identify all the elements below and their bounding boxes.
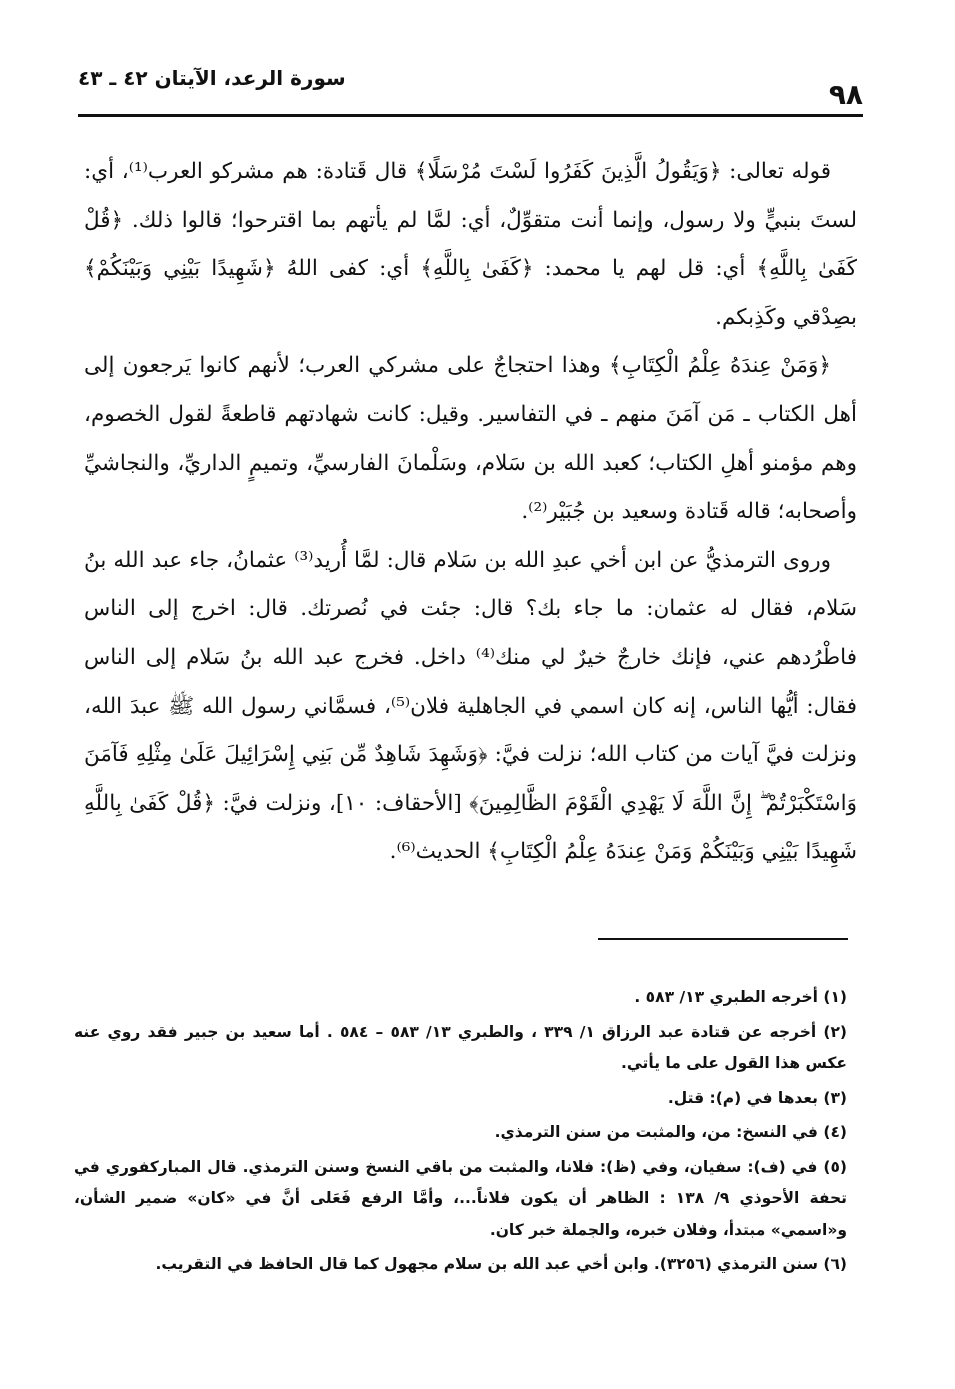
header-rule bbox=[78, 114, 863, 117]
paragraph-2: ﴿وَمَنْ عِندَهُ عِلْمُ الْكِتَابِ﴾ وهذا احتجاجٌ على مشركي العرب؛ لأنهم كانوا يَرجعون إلى أهل الكتاب ـ مَن آمَنَ منهم ـ في التفاسير. وقيل: كانت شهادتهم قاطعةً لقول الخصوم، وهم مؤمنو أهلِ الكتاب؛ كعبد الله بن سَلام، وسَلْمانَ الفارسيِّ، وتميمٍ الداريِّ، والنجاشيِّ وأصحابه؛ قاله قَتادة وسعيد بن جُبَيْر⁽²⁾. bbox=[84, 353, 857, 525]
footnote-rule bbox=[598, 938, 848, 940]
footnote-5: (٥) في (ف): سفيان، وفي (ظ): فلانا، والمثبت من باقي النسخ وسنن الترمذي. قال المباركفوري في تحفة الأحوذي ٩/ ١٣٨ : الظاهر أن يكون فلاناً...، وأمَّا الرفع فَعَلى أنَّ في «كان» ضمير الشأن، و«اسمي» مبتدأ، وفلان خبره، والجملة خبر كان. bbox=[74, 1157, 847, 1239]
footnote-6: (٦) سنن الترمذي (٣٢٥٦). وابن أخي عبد الله بن سلام مجهول كما قال الحافظ في التقريب. bbox=[155, 1255, 847, 1273]
footnote-4: (٤) في النسخ: من، والمثبت من سنن الترمذي. bbox=[494, 1123, 847, 1141]
page-number: ٩٨ bbox=[828, 78, 863, 111]
main-text bbox=[84, 148, 857, 877]
footnote-1: (١) أخرجه الطبري ١٣/ ٥٨٣ . bbox=[634, 988, 847, 1006]
running-header bbox=[78, 58, 863, 111]
footnote-3: (٣) بعدها في (م): قتل. bbox=[667, 1088, 847, 1107]
footnote-2: (٢) أخرجه عن قتادة عبد الرزاق ١/ ٣٣٩ ، والطبري ١٣/ ٥٨٣ – ٥٨٤ . أما سعيد بن جبير فقد روي عنه عكس هذا القول على ما يأتي. bbox=[74, 1022, 848, 1072]
running-title: سورة الرعد، الآيتان ٤٢ ـ ٤٣ bbox=[78, 66, 346, 90]
paragraph-1: قوله تعالى: ﴿وَيَقُولُ الَّذِينَ كَفَرُوا لَسْتَ مُرْسَلًا﴾ قال قَتادة: هم مشركو العرب⁽¹⁾، أي: لستَ بنبيٍّ ولا رسول، وإنما أنت متقوِّلٌ، أي: لمَّا لم يأتهم بما اقترحوا؛ قالوا ذلك. ﴿قُلْ كَفَىٰ بِاللَّهِ﴾ أي: قل لهم يا محمد: ﴿كَفَىٰ بِاللَّهِ﴾ أي: كفى اللهُ ﴿شَهِيدًا بَيْنِي وَبَيْنَكُمْ﴾ بصِدْقي وكَذِبكم. bbox=[84, 159, 857, 330]
paragraph-3: وروى الترمذيُّ عن ابن أخي عبدِ الله بن سَلام قال: لمَّا أُريد⁽³⁾ عثمانُ، جاء عبد الله بنُ سَلام، فقال له عثمان: ما جاء بك؟ قال: جئت في نُصرتك. قال: اخرج إلى الناس فاطْرُدهم عني، فإنك خارجٌ خيرٌ لي منك⁽⁴⁾ داخل. فخرج عبد الله بنُ سَلام إلى الناس فقال: أيُّها الناس، إنه كان اسمي في الجاهلية فلان⁽⁵⁾، فسمَّاني رسول الله ﷺ عبدَ الله، ونزلت فيَّ آيات من كتاب الله؛ نزلت فيَّ: ﴿وَشَهِدَ شَاهِدٌ مِّن بَنِي إِسْرَائِيلَ عَلَىٰ مِثْلِهِ فَآمَنَ وَاسْتَكْبَرْتُمْ ۖ إِنَّ اللَّهَ لَا يَهْدِي الْقَوْمَ الظَّالِمِينَ﴾ [الأحقاف: ١٠]، ونزلت فيَّ: ﴿قُلْ كَفَىٰ بِاللَّهِ شَهِيدًا بَيْنِي وَبَيْنَكُمْ وَمَنْ عِندَهُ عِلْمُ الْكِتَابِ﴾ الحديث⁽⁶⁾. bbox=[84, 547, 857, 865]
footnotes bbox=[74, 982, 847, 1284]
